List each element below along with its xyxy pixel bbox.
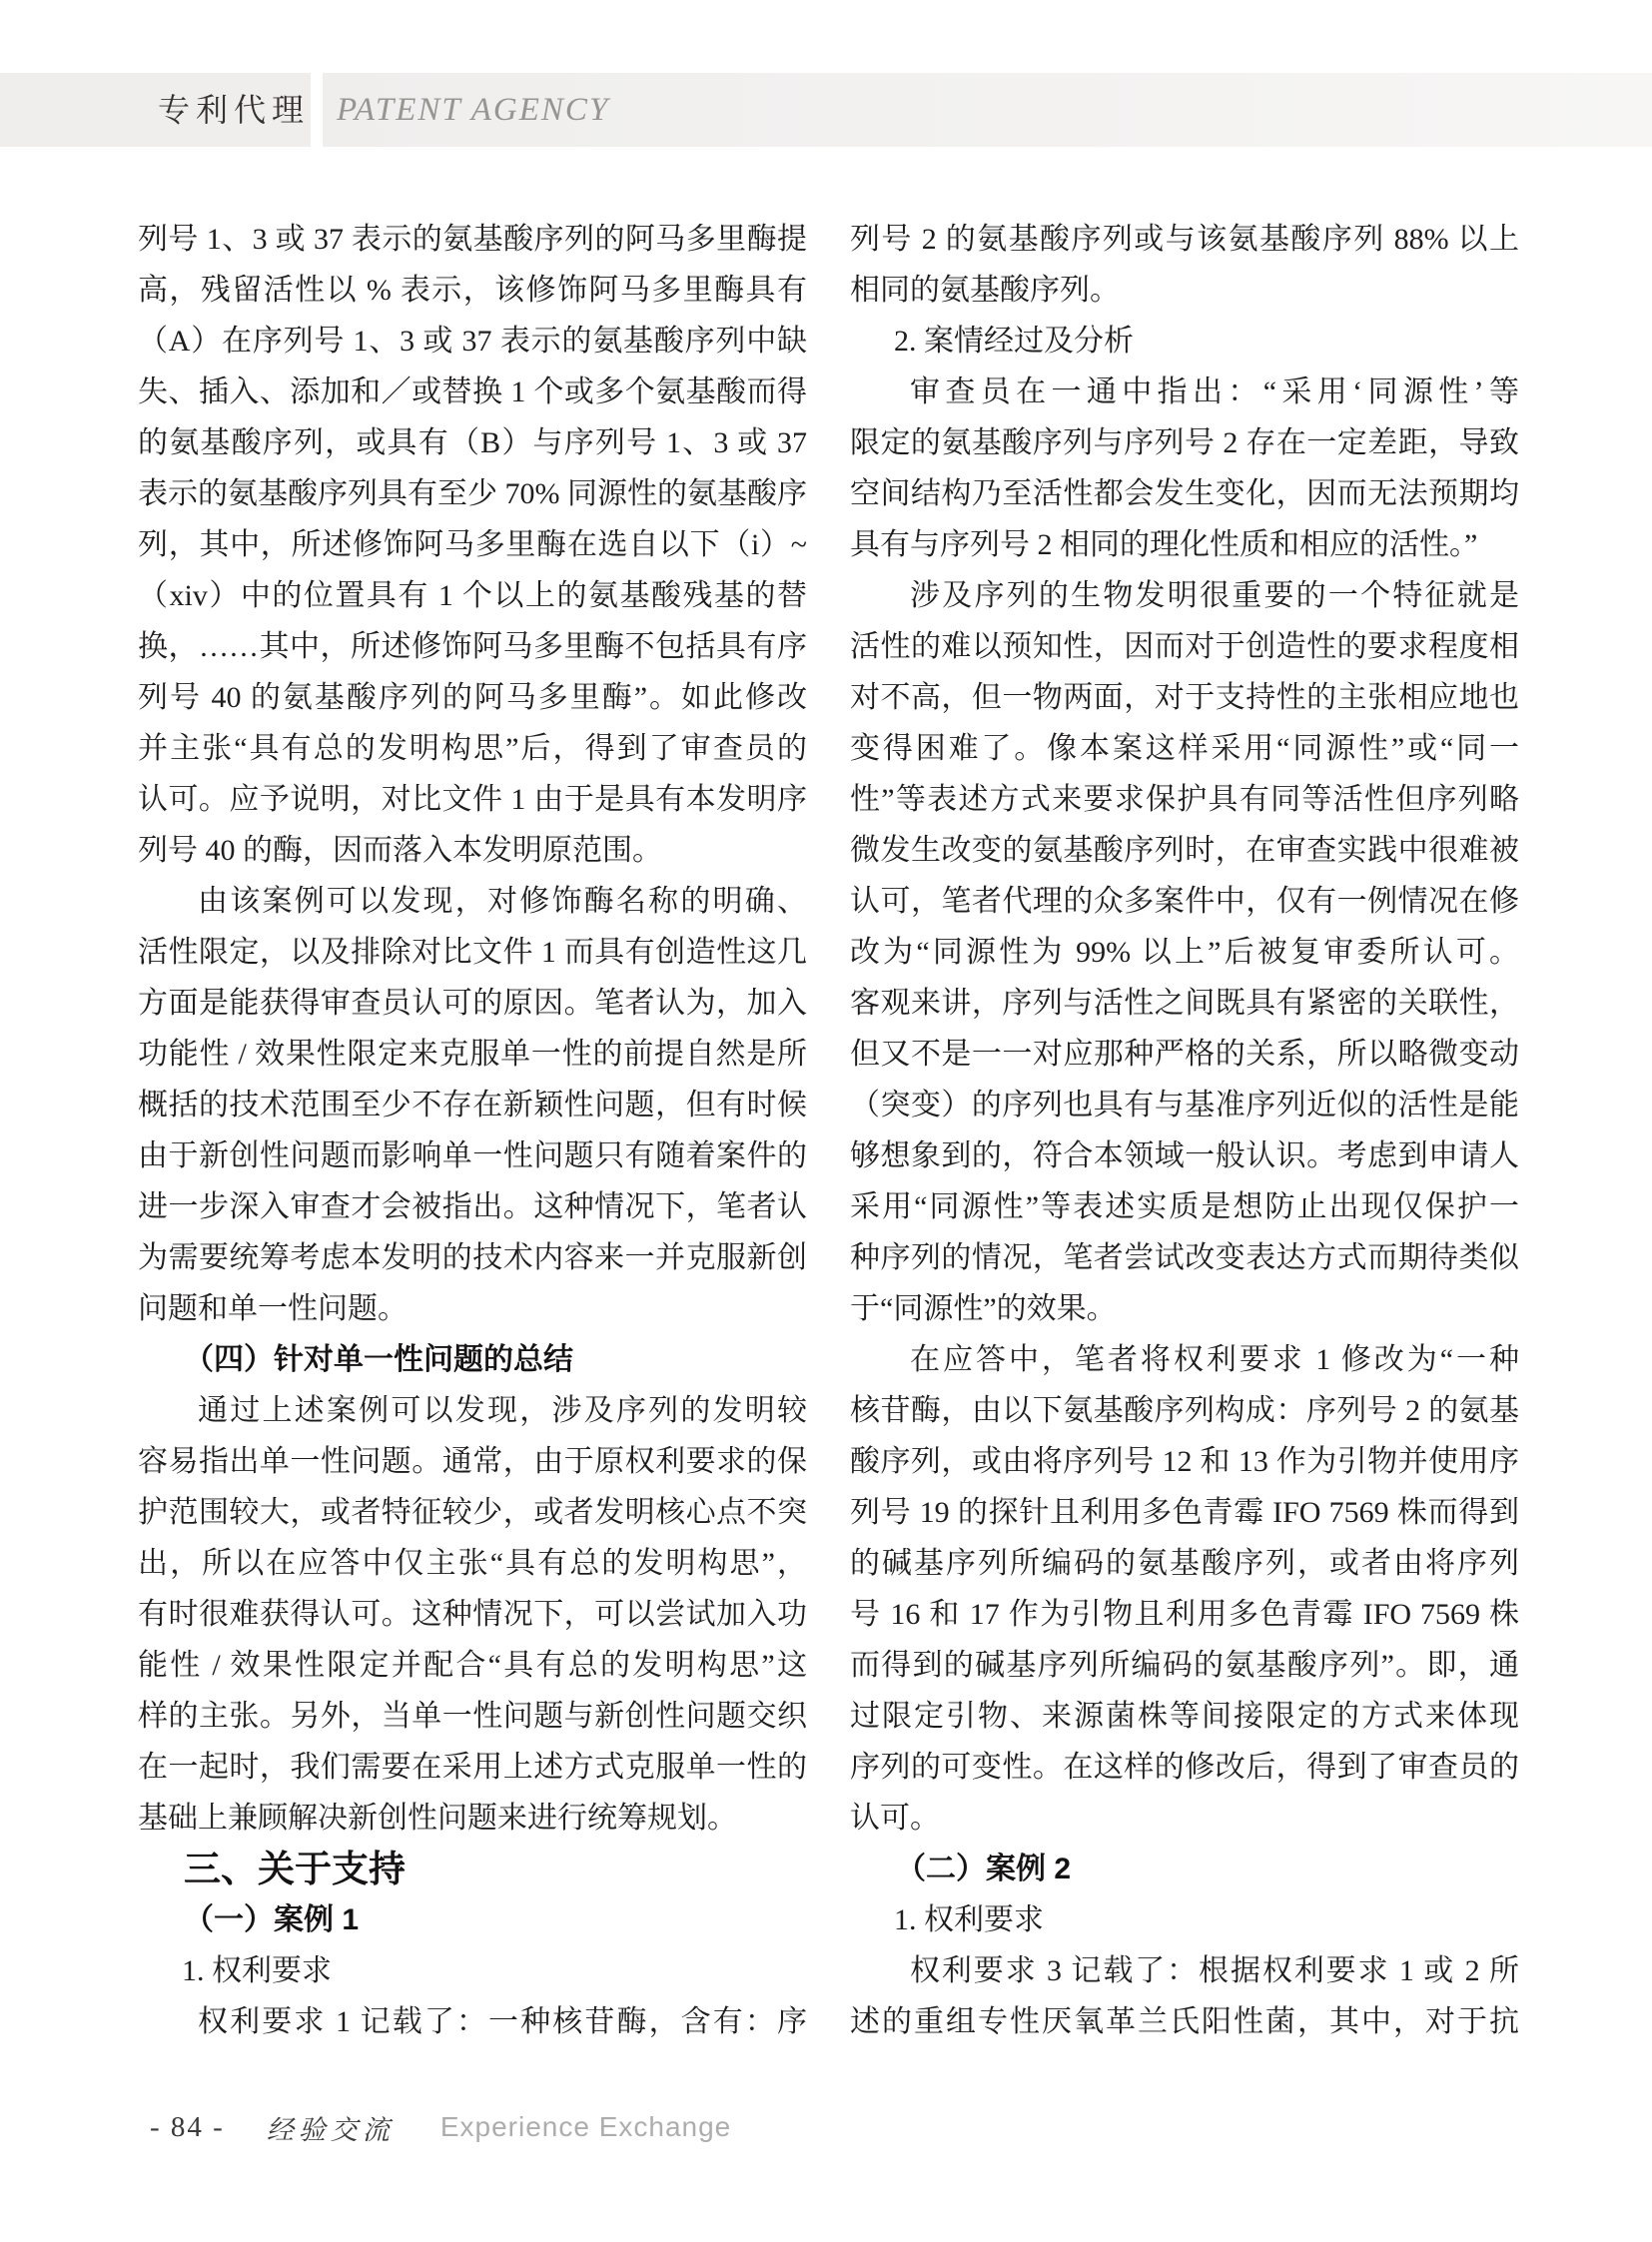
text-line: 三、关于支持	[184, 1849, 406, 1889]
text-line: 号 16 和 17 作为引物且利用多色青霉 IFO 7569 株	[850, 1598, 1519, 1631]
text-line: 换，……其中，所述修饰阿马多里酶不包括具有序	[138, 630, 807, 663]
text-line: 能性 / 效果性限定并配合“具有总的发明构思”这	[138, 1649, 807, 1682]
text-line: 在一起时，我们需要在采用上述方式克服单一性的	[138, 1751, 807, 1784]
text-line: 的氨基酸序列，或具有（B）与序列号 1、3 或 37	[138, 426, 807, 459]
text-line: 功能性 / 效果性限定来克服单一性的前提自然是所	[138, 1038, 807, 1071]
text-line: 1. 权利要求	[894, 1903, 1044, 1936]
text-line: 高，残留活性以 % 表示，该修饰阿马多里酶具有	[138, 274, 807, 307]
text-line: 问题和单一性问题。	[138, 1292, 408, 1325]
text-line: 在应答中，笔者将权利要求 1 修改为“一种	[910, 1343, 1519, 1376]
text-line: 失、插入、添加和／或替换 1 个或多个氨基酸而得	[138, 375, 807, 408]
text-line: （四）针对单一性问题的总结	[184, 1343, 573, 1376]
text-line: 核苷酶，由以下氨基酸序列构成：序列号 2 的氨基	[850, 1394, 1519, 1427]
text-line: （一）案例 1	[184, 1903, 360, 1936]
text-line: 微发生改变的氨基酸序列时，在审查实践中很难被	[850, 834, 1519, 867]
text-line: 改为“同源性为 99% 以上”后被复审委所认可。	[850, 936, 1519, 969]
text-line: 出，所以在应答中仅主张“具有总的发明构思”，	[138, 1547, 807, 1580]
text-line: 述的重组专性厌氧革兰氏阳性菌，其中，对于抗	[850, 2005, 1519, 2038]
journal-section-en: PATENT AGENCY	[337, 92, 610, 128]
text-line: 客观来讲，序列与活性之间既具有紧密的关联性，	[850, 987, 1519, 1020]
text-line: 的碱基序列所编码的氨基酸序列，或者由将序列	[850, 1547, 1519, 1580]
text-line: 进一步深入审查才会被指出。这种情况下，笔者认	[138, 1190, 807, 1223]
text-line: 酸序列，或由将序列号 12 和 13 作为引物并使用序	[850, 1445, 1519, 1478]
text-line: 表示的氨基酸序列具有至少 70% 同源性的氨基酸序	[138, 477, 807, 510]
text-line: 空间结构乃至活性都会发生变化，因而无法预期均	[850, 477, 1519, 510]
text-line: 护范围较大，或者特征较少，或者发明核心点不突	[138, 1496, 807, 1529]
footer-section-en: Experience Exchange	[439, 2111, 732, 2142]
text-line: 列号 40 的氨基酸序列的阿马多里酶”。如此修改	[138, 681, 807, 714]
text-line: 采用“同源性”等表述实质是想防止出现仅保护一	[850, 1190, 1519, 1223]
text-line: 够想象到的，符合本领域一般认识。考虑到申请人	[850, 1139, 1519, 1172]
text-line: 活性限定，以及排除对比文件 1 而具有创造性这几	[138, 936, 807, 969]
text-line: 相同的氨基酸序列。	[850, 274, 1120, 307]
text-line: 列号 2 的氨基酸序列或与该氨基酸序列 88% 以上	[850, 223, 1519, 256]
text-line: 而得到的碱基序列所编码的氨基酸序列”。即，通	[850, 1649, 1519, 1682]
page-number: - 84 -	[150, 2110, 225, 2143]
text-line: 认可，笔者代理的众多案件中，仅有一例情况在修	[850, 885, 1519, 918]
text-line: 2. 案情经过及分析	[894, 325, 1134, 358]
text-line: 由于新创性问题而影响单一性问题只有随着案件的	[138, 1139, 807, 1172]
text-line: 序列的可变性。在这样的修改后，得到了审查员的	[850, 1751, 1519, 1784]
text-line: 列号 40 的酶，因而落入本发明原范围。	[138, 834, 662, 867]
text-line: 为需要统筹考虑本发明的技术内容来一并克服新创	[138, 1241, 807, 1274]
text-line: 通过上述案例可以发现，涉及序列的发明较	[198, 1394, 807, 1427]
text-line: 具有与序列号 2 相同的理化性质和相应的活性。”	[850, 528, 1478, 561]
text-line: 权利要求 3 记载了：根据权利要求 1 或 2 所	[910, 1954, 1519, 1987]
text-line: 限定的氨基酸序列与序列号 2 存在一定差距，导致	[850, 426, 1519, 459]
text-line: 认可。	[850, 1802, 940, 1835]
text-line: 1. 权利要求	[182, 1954, 332, 1987]
text-line: 概括的技术范围至少不存在新颖性问题，但有时候	[138, 1089, 807, 1121]
text-line: 审查员在一通中指出：“采用‘同源性’等	[910, 375, 1519, 408]
text-line: 变得困难了。像本案这样采用“同源性”或“同一	[850, 732, 1519, 765]
footer-section-cn: 经验交流	[266, 2114, 395, 2145]
journal-section-cn: 专利代理	[158, 92, 311, 128]
text-line: 认可。应予说明，对比文件 1 由于是具有本发明序	[138, 783, 807, 816]
text-line: 列，其中，所述修饰阿马多里酶在选自以下（i）~	[138, 528, 807, 561]
text-line: 活性的难以预知性，因而对于创造性的要求程度相	[850, 630, 1519, 663]
text-line: 有时很难获得认可。这种情况下，可以尝试加入功	[138, 1598, 807, 1631]
text-line: 性”等表述方式来要求保护具有同等活性但序列略	[850, 783, 1519, 816]
text-line: 样的主张。另外，当单一性问题与新创性问题交织	[138, 1700, 807, 1733]
text-line: 由该案例可以发现，对修饰酶名称的明确、	[198, 885, 807, 918]
text-line: 容易指出单一性问题。通常，由于原权利要求的保	[138, 1445, 807, 1478]
text-line: 方面是能获得审查员认可的原因。笔者认为，加入	[138, 987, 807, 1020]
text-line: 过限定引物、来源菌株等间接限定的方式来体现	[850, 1700, 1519, 1733]
text-line: 并主张“具有总的发明构思”后，得到了审查员的	[138, 732, 807, 765]
footer	[150, 2105, 731, 2149]
text-line: 列号 19 的探针且利用多色青霉 IFO 7569 株而得到	[850, 1496, 1519, 1529]
text-line: （A）在序列号 1、3 或 37 表示的氨基酸序列中缺	[138, 325, 807, 358]
text-line: 于“同源性”的效果。	[850, 1292, 1117, 1325]
text-line: 涉及序列的生物发明很重要的一个特征就是	[910, 579, 1519, 612]
text-line: 但又不是一一对应那种严格的关系，所以略微变动	[850, 1038, 1519, 1071]
text-line: （xiv）中的位置具有 1 个以上的氨基酸残基的替	[138, 579, 807, 612]
text-line: 权利要求 1 记载了：一种核苷酶，含有：序	[198, 2005, 807, 2038]
text-line: 列号 1、3 或 37 表示的氨基酸序列的阿马多里酶提	[138, 223, 807, 256]
text-line: 种序列的情况，笔者尝试改变表达方式而期待类似	[850, 1241, 1519, 1274]
text-line: 基础上兼顾解决新创性问题来进行统筹规划。	[138, 1802, 737, 1835]
left-column	[138, 214, 807, 2047]
text-line: 对不高，但一物两面，对于支持性的主张相应地也	[850, 681, 1519, 714]
text-line: （突变）的序列也具有与基准序列近似的活性是能	[850, 1089, 1519, 1121]
right-column	[850, 214, 1519, 2047]
text-line: （二）案例 2	[896, 1853, 1072, 1885]
